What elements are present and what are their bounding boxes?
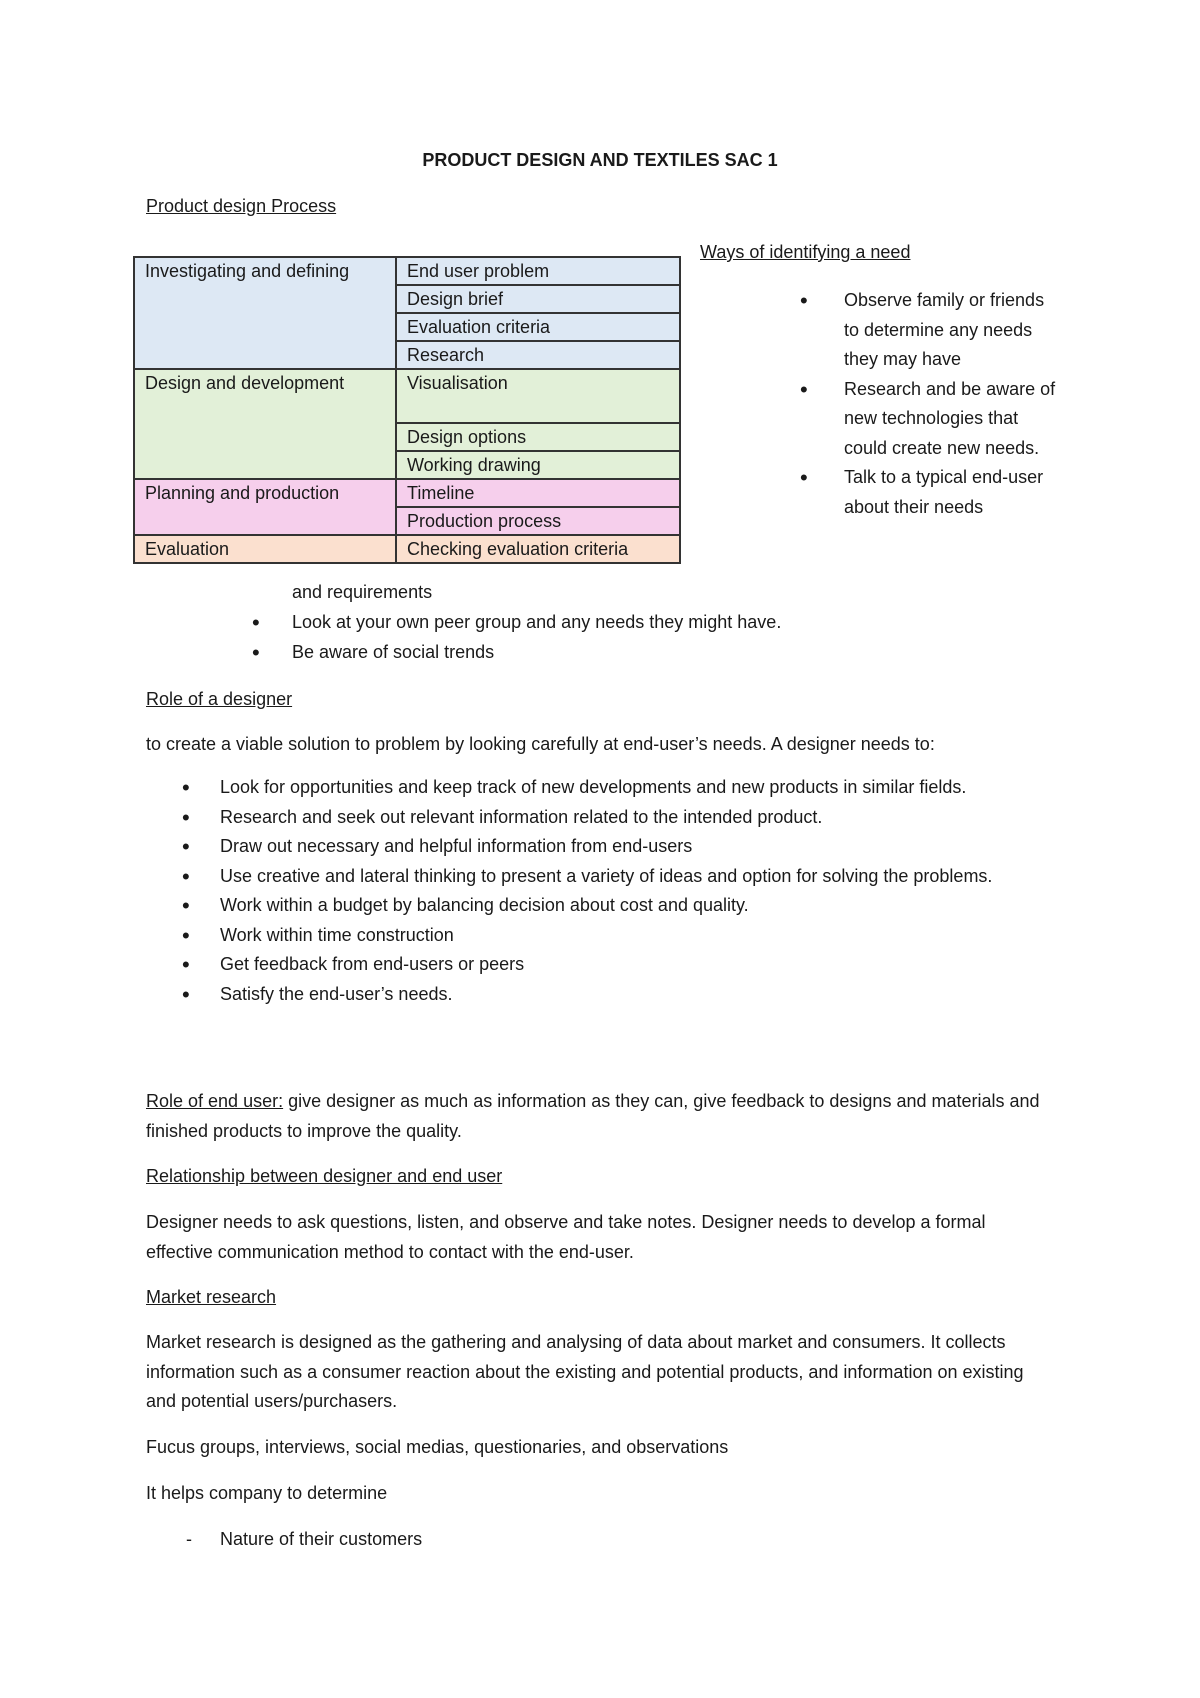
list-item: • Research and be aware of new technologies that could create new needs. [800,375,1060,464]
list-item: - Nature of their customers [182,1525,422,1555]
market-text: Market research is designed as the gathering and analysing of data about market and consumers. It collects information such as a consumer reaction about the existing and potential products, and information on existing and potential users/purchasers. [146,1332,1024,1411]
step-cell: Production process [396,507,680,535]
process-heading: Product design Process [146,196,337,216]
needs-list [800,286,1060,522]
stage-planning: Planning and production [134,479,396,535]
step-cell: End user problem [396,257,680,285]
page-title: PRODUCT DESIGN AND TEXTILES SAC 1 [422,150,778,170]
step-cell: Evaluation criteria [396,313,680,341]
end-user-heading: Role of end user: [146,1091,284,1111]
step-cell: Research [396,341,680,369]
list-item: • Draw out necessary and helpful information from end-users [182,832,1042,862]
market-heading: Market research [146,1287,277,1307]
list-item: • Research and seek out relevant information related to the intended product. [182,803,1042,833]
step-cell: Design options [396,423,680,451]
list-item: • Talk to a typical end-user about their needs [800,463,1060,522]
market-methods: Fucus groups, interviews, social medias, questionaries, and observations [146,1437,729,1457]
step-cell: Design brief [396,285,680,313]
list-item: • Be aware of social trends [252,638,781,668]
market-helps: It helps company to determine [146,1483,388,1503]
needs-more-list [252,608,781,667]
step-cell: Working drawing [396,451,680,479]
stage-evaluation: Evaluation [134,535,396,563]
relationship-text: Designer needs to ask questions, listen, and observe and take notes. Designer needs to develop a formal effective communication method to contact with the end-user. [146,1212,986,1262]
list-item: • Use creative and lateral thinking to present a variety of ideas and option for solving the problems. [182,862,1042,892]
step-cell: Checking evaluation criteria [396,535,680,563]
needs-continuation: and requirements [292,582,433,602]
needs-heading: Ways of identifying a need [700,242,911,262]
end-user-paragraph [146,1087,1046,1146]
designer-heading: Role of a designer [146,689,293,709]
step-cell: Timeline [396,479,680,507]
designer-intro: to create a viable solution to problem by looking carefully at end-user’s needs. A designer needs to: [146,734,935,754]
list-item: • Get feedback from end-users or peers [182,950,1042,980]
market-list [182,1525,422,1555]
end-user-text: give designer as much as information as they can, give feedback to designs and materials and finished products to improve the quality. [146,1091,1040,1141]
list-item: • Work within a budget by balancing decision about cost and quality. [182,891,1042,921]
process-table [133,256,681,564]
step-cell: Visualisation [396,369,680,423]
list-item: • Observe family or friends to determine any needs they may have [800,286,1060,375]
stage-design: Design and development [134,369,396,479]
list-item: • Satisfy the end-user’s needs. [182,980,1042,1010]
designer-list [182,773,1042,1009]
relationship-heading: Relationship between designer and end user [146,1166,503,1186]
stage-investigating: Investigating and defining [134,257,396,369]
list-item: • Look at your own peer group and any needs they might have. [252,608,781,638]
list-item: • Look for opportunities and keep track of new developments and new products in similar fields. [182,773,1042,803]
list-item: • Work within time construction [182,921,1042,951]
